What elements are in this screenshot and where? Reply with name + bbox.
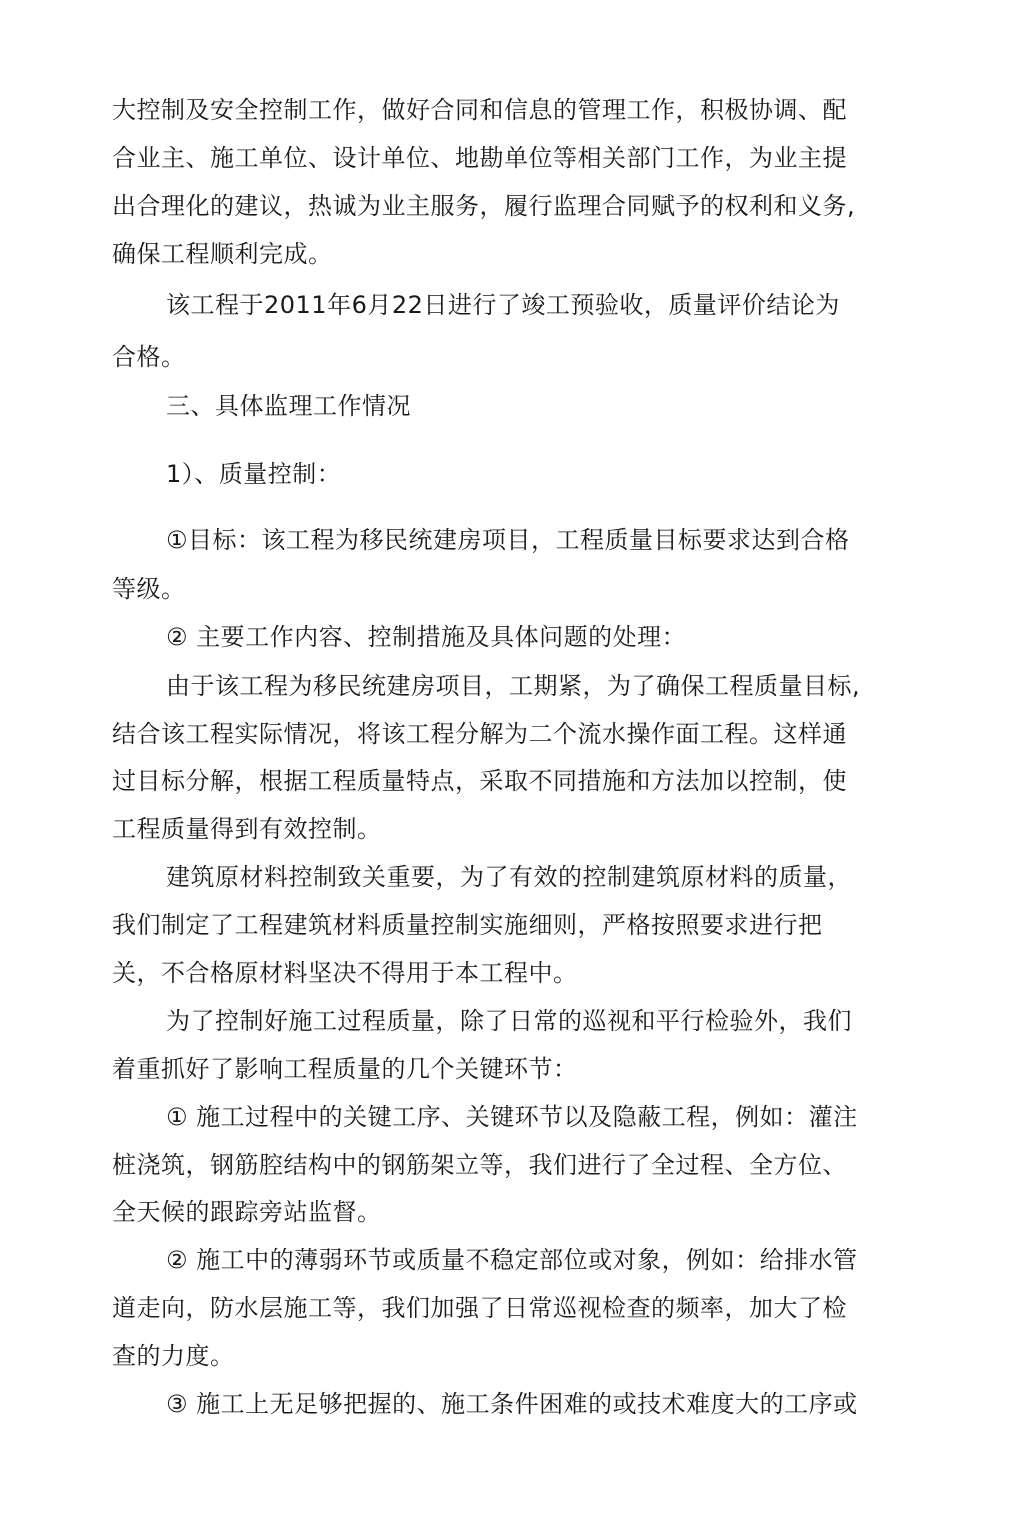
paragraph-line: 结合该工程实际情况，将该工程分解为二个流水操作面工程。这样通 bbox=[112, 720, 847, 748]
paragraph-line: ① 施工过程中的关键工序、关键环节以及隐蔽工程，例如：灌注 bbox=[166, 1103, 858, 1131]
paragraph-line: 确保工程顺利完成。 bbox=[112, 240, 333, 268]
paragraph-line: 着重抓好了影响工程质量的几个关键环节： bbox=[112, 1055, 578, 1083]
paragraph-line: 合格。 bbox=[112, 343, 186, 371]
paragraph-line: 出合理化的建议，热诚为业主服务，履行监理合同赋予的权利和义务, bbox=[112, 192, 856, 220]
paragraph-line: 关，不合格原材料坚决不得用于本工程中。 bbox=[112, 959, 578, 987]
paragraph-line: ③ 施工上无足够把握的、施工条件困难的或技术难度大的工序或 bbox=[166, 1390, 858, 1418]
paragraph-line: 查的力度。 bbox=[112, 1342, 235, 1370]
paragraph-line: 过目标分解，根据工程质量特点，采取不同措施和方法加以控制，使 bbox=[112, 767, 847, 795]
paragraph-line: ② 施工中的薄弱环节或质量不稳定部位或对象，例如：给排水管 bbox=[166, 1246, 858, 1274]
paragraph-line: 由于该工程为移民统建房项目，工期紧，为了确保工程质量目标, bbox=[166, 672, 861, 700]
paragraph-line: 等级。 bbox=[112, 575, 186, 603]
paragraph-line: 为了控制好施工过程质量，除了日常的巡视和平行检验外，我们 bbox=[166, 1007, 852, 1035]
paragraph-line: 该工程于2011年6月22日进行了竣工预验收，质量评价结论为 bbox=[166, 291, 840, 319]
paragraph-line: 合业主、施工单位、设计单位、地勘单位等相关部门工作，为业主提 bbox=[112, 144, 847, 172]
paragraph-line: 桩浇筑，钢筋腔结构中的钢筋架立等，我们进行了全过程、全方位、 bbox=[112, 1151, 847, 1179]
paragraph-line: 道走向，防水层施工等，我们加强了日常巡视检查的频率，加大了检 bbox=[112, 1294, 847, 1322]
paragraph-line: 大控制及安全控制工作，做好合同和信息的管理工作，积极协调、配 bbox=[112, 96, 847, 124]
paragraph-line: 我们制定了工程建筑材料质量控制实施细则，严格按照要求进行把 bbox=[112, 911, 823, 939]
paragraph-line: 建筑原材料控制致关重要，为了有效的控制建筑原材料的质量， bbox=[166, 863, 852, 891]
paragraph-line: ①目标：该工程为移民统建房项目，工程质量目标要求达到合格 bbox=[166, 526, 850, 554]
subsection-heading: ② 主要工作内容、控制措施及具体问题的处理： bbox=[166, 623, 687, 651]
subsection-heading: 1）、质量控制： bbox=[166, 460, 342, 488]
paragraph-line: 工程质量得到有效控制。 bbox=[112, 815, 382, 843]
paragraph-line: 全天候的跟踪旁站监督。 bbox=[112, 1198, 382, 1226]
section-heading: 三、具体监理工作情况 bbox=[166, 392, 411, 420]
